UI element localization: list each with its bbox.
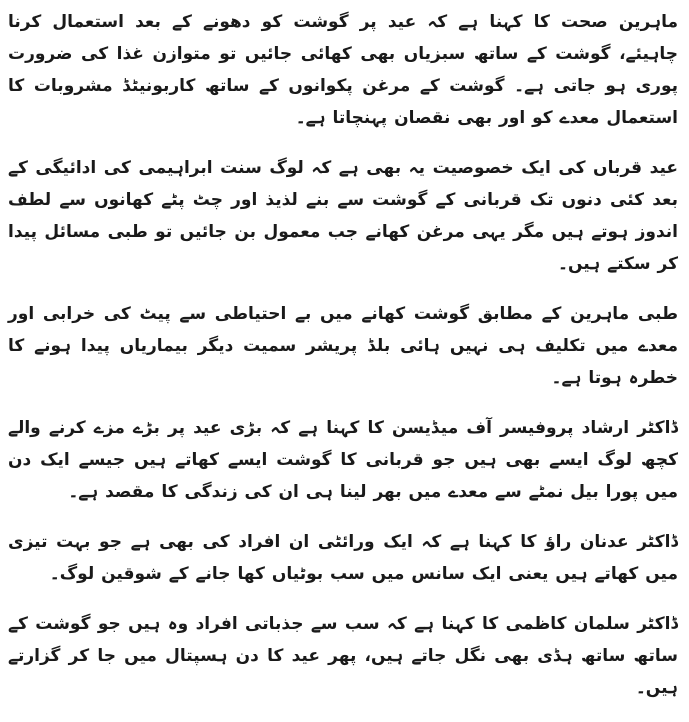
article-body <box>8 6 678 722</box>
paragraph-dr-salman: ڈاکٹر سلمان کاظمی کا کہنا ہے کہ سب سے جذباتی افراد وہ ہیں جو گوشت کے ساتھ ساتھ ہڈی بھی نگل جاتے ہیں، پھر عید کا دن ہسپتال میں جا کر گزارتے ہیں۔ <box>8 614 678 698</box>
paragraph-dr-irshad: ڈاکٹر ارشاد پروفیسر آف میڈیسن کا کہنا ہے کہ بڑی عید پر بڑے مزے کرنے والے کچھ لوگ ایسے بھی ہیں جو قربانی کا گوشت ایسے کھاتے ہیں جیسے ایک دن میں پورا بیل نمٹے سے معدے میں بھر لینا ہی ان کی زندگی کا مقصد ہے۔ <box>8 418 678 502</box>
paragraph-health-experts: ماہرین صحت کا کہنا ہے کہ عید پر گوشت کو دھونے کے بعد استعمال کرنا چاہیئے، گوشت کے ساتھ سبزیاں بھی کھائی جائیں تو متوازن غذا کی ضرورت پوری ہو جاتی ہے۔ گوشت کے مرغن پکوانوں کے ساتھ کاربونیٹڈ مشروبات کا استعمال معدے کو اور بھی نقصان پہنچاتا ہے۔ <box>8 12 678 128</box>
paragraph-medical-risks: طبی ماہرین کے مطابق گوشت کھانے میں بے احتیاطی سے پیٹ کی خرابی اور معدے میں تکلیف ہی نہیں ہائی بلڈ پریشر سمیت دیگر بیماریاں پیدا ہونے کا خطرہ ہوتا ہے۔ <box>8 304 678 388</box>
paragraph-dr-adnan: ڈاکٹر عدنان راؤ کا کہنا ہے کہ ایک ورائٹی ان افراد کی بھی ہے جو بہت تیزی میں کھاتے ہیں یعنی ایک سانس میں سب بوٹیاں کھا جانے کے شوقین لوگ۔ <box>8 532 678 584</box>
paragraph-eid-feature: عید قرباں کی ایک خصوصیت یہ بھی ہے کہ لوگ سنت ابراہیمی کی ادائیگی کے بعد کئی دنوں تک قربانی کے گوشت سے بنے لذیذ اور چٹ پٹے کھانوں سے لطف اندوز ہوتے ہیں مگر یہی مرغن کھانے جب معمول بن جائیں تو طبی مسائل پیدا کر سکتے ہیں۔ <box>8 158 678 274</box>
